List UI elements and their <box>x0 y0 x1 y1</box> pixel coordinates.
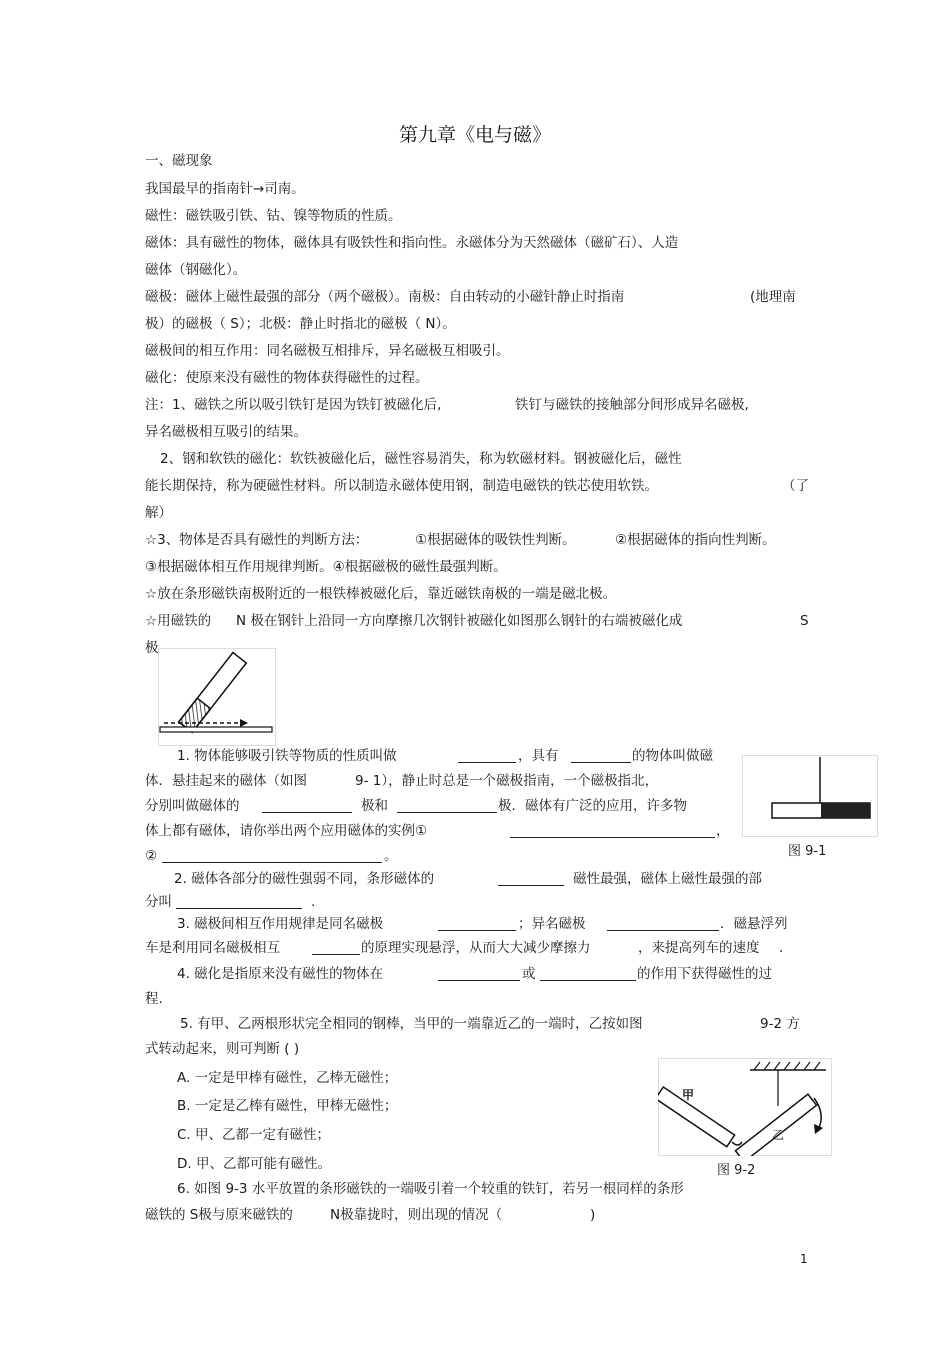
question-3-line: 的原理实现悬浮，从而大大减少摩擦力 <box>361 940 591 956</box>
page-number: 1 <box>800 1252 808 1266</box>
question-3-line: ；异名磁极 <box>518 916 586 932</box>
paragraph: 磁体（钢磁化）。 <box>145 262 247 278</box>
question-1-line: 9- 1），静止时总是一个磁极指南，一个磁极指北， <box>355 773 659 789</box>
hanging-magnet-figure <box>742 755 878 837</box>
section-heading: 一、磁现象 <box>145 153 213 169</box>
paragraph: 极 <box>145 640 159 656</box>
question-2-line: 2. 磁体各部分的磁性强弱不同，条形磁体的 <box>174 871 435 887</box>
answer-blank[interactable] <box>607 915 719 931</box>
question-3-line: ，来提高列车的速度 <box>638 940 760 956</box>
paragraph: 解） <box>145 505 172 521</box>
question-4-line: 4. 磁化是指原来没有磁性的物体在 <box>177 966 384 982</box>
question-2-line: . <box>311 894 316 910</box>
answer-blank[interactable] <box>510 822 715 838</box>
rod-label-jia: 甲 <box>682 1088 695 1102</box>
question-2-line: 磁性最强，磁体上磁性最强的部 <box>573 871 762 887</box>
question-1-line: ， <box>716 823 730 839</box>
paragraph: ☆用磁铁的 <box>145 613 212 629</box>
paragraph: （了 <box>782 478 809 494</box>
question-3-line: ．磁悬浮列 <box>720 916 788 932</box>
chapter-title: 第九章《电与磁》 <box>398 124 551 146</box>
paragraph: ③根据磁体相互作用规律判断。④根据磁极的磁性最强判断。 <box>145 559 507 575</box>
question-4-line: 或 <box>522 966 536 982</box>
answer-blank[interactable] <box>458 747 516 763</box>
question-5-line: 式转动起来，则可判断 ( ) <box>145 1041 300 1057</box>
question-3-line: . <box>779 940 784 956</box>
answer-blank[interactable] <box>498 870 564 886</box>
question-3-line: 3. 磁极间相互作用规律是同名磁极 <box>177 916 384 932</box>
question-1-line: ② <box>145 848 158 864</box>
paragraph: ①根据磁体的吸铁性判断。 <box>415 532 576 548</box>
paragraph: 磁极：磁体上磁性最强的部分（两个磁极）。南极：自由转动的小磁针静止时指南 <box>145 289 625 305</box>
paragraph: 2、钢和软铁的磁化：软铁被磁化后，磁性容易消失，称为软磁材料。钢被磁化后，磁性 <box>160 451 682 467</box>
paragraph: S <box>800 613 809 629</box>
answer-blank[interactable] <box>438 965 520 981</box>
option-d[interactable]: D. 甲、乙都可能有磁性。 <box>177 1156 331 1172</box>
question-1-line: 极和 <box>361 798 388 814</box>
paragraph: 极）的磁极（ S）；北极：静止时指北的磁极（ N）。 <box>145 316 456 332</box>
paragraph: 异名磁极相互吸引的结果。 <box>145 424 307 440</box>
question-6-line: 6. 如图 9-3 水平放置的条形磁铁的一端吸引着一个较重的铁钉，若另一根同样的条形 <box>177 1181 684 1197</box>
paragraph: 注：1、磁铁之所以吸引铁钉是因为铁钉被磁化后, <box>145 397 442 413</box>
paragraph: ☆3、物体是否具有磁性的判断方法： <box>145 532 369 548</box>
paragraph: 能长期保持，称为硬磁性材料。所以制造永磁体使用钢，制造电磁铁的铁芯使用软铁。 <box>145 478 658 494</box>
question-5-line: 5. 有甲、乙两根形状完全相同的钢棒，当甲的一端靠近乙的一端时，乙按如图 <box>180 1016 643 1032</box>
question-1-line: 1. 物体能够吸引铁等物质的性质叫做 <box>177 748 397 764</box>
paragraph: 磁极间的相互作用：同名磁极互相排斥，异名磁极互相吸引。 <box>145 343 510 359</box>
question-4-line: 的作用下获得磁性的过 <box>637 966 772 982</box>
question-1-line: 。 <box>384 848 398 864</box>
answer-blank[interactable] <box>176 893 302 909</box>
needle-magnetizing-figure <box>158 648 276 746</box>
answer-blank[interactable] <box>438 915 516 931</box>
question-6-line: 磁铁的 S极与原来磁铁的 <box>145 1207 293 1223</box>
question-3-line: 车是利用同名磁极相互 <box>145 940 280 956</box>
paragraph: ②根据磁体的指向性判断。 <box>615 532 776 548</box>
answer-blank[interactable] <box>162 847 382 863</box>
paragraph: 我国最早的指南针→司南。 <box>145 181 305 197</box>
question-1-line: 体．悬挂起来的磁体（如图 <box>145 773 307 789</box>
option-a[interactable]: A. 一定是甲棒有磁性，乙棒无磁性； <box>177 1070 398 1086</box>
question-2-line: 分叫 <box>145 894 172 910</box>
figure-caption: 图 9-2 <box>717 1163 756 1178</box>
question-1-line: ，具有 <box>518 748 559 764</box>
question-4-line: 程. <box>145 991 163 1007</box>
paragraph: 铁钉与磁铁的接触部分间形成异名磁极, <box>515 397 749 413</box>
question-5-line: 9-2 方 <box>760 1016 800 1032</box>
paragraph: ☆放在条形磁铁南极附近的一根铁棒被磁化后，靠近磁铁南极的一端是磁北极。 <box>145 586 617 602</box>
option-c[interactable]: C. 甲、乙都一定有磁性； <box>177 1127 331 1143</box>
paragraph: N 极在钢针上沿同一方向摩擦几次钢针被磁化如图那么钢针的右端被磁化成 <box>236 613 683 629</box>
paragraph: 磁体：具有磁性的物体，磁体具有吸铁性和指向性。永磁体分为天然磁体（磁矿石）、人造 <box>145 235 679 251</box>
question-1-line: 分别叫做磁体的 <box>145 798 240 814</box>
answer-blank[interactable] <box>312 939 360 955</box>
paragraph: 磁化：使原来没有磁性的物体获得磁性的过程。 <box>145 370 429 386</box>
rod-label-yi: 乙 <box>772 1128 785 1142</box>
question-1-line: 的物体叫做磁 <box>632 748 713 764</box>
two-rods-figure <box>658 1058 832 1156</box>
option-b[interactable]: B. 一定是乙棒有磁性，甲棒无磁性； <box>177 1098 398 1114</box>
answer-blank[interactable] <box>540 965 636 981</box>
answer-blank[interactable] <box>571 747 631 763</box>
paragraph: 磁性：磁铁吸引铁、钴、镍等物质的性质。 <box>145 208 402 224</box>
answer-blank[interactable] <box>397 797 497 813</box>
paragraph: (地理南 <box>750 289 796 305</box>
question-6-line: ) <box>590 1207 596 1223</box>
question-6-line: N极靠拢时，则出现的情况（ <box>330 1207 503 1223</box>
question-1-line: 极．磁体有广泛的应用，许多物 <box>498 798 687 814</box>
question-1-line: 体上都有磁体，请你举出两个应用磁体的实例① <box>145 823 428 839</box>
answer-blank[interactable] <box>262 797 352 813</box>
figure-caption: 图 9-1 <box>788 844 827 859</box>
